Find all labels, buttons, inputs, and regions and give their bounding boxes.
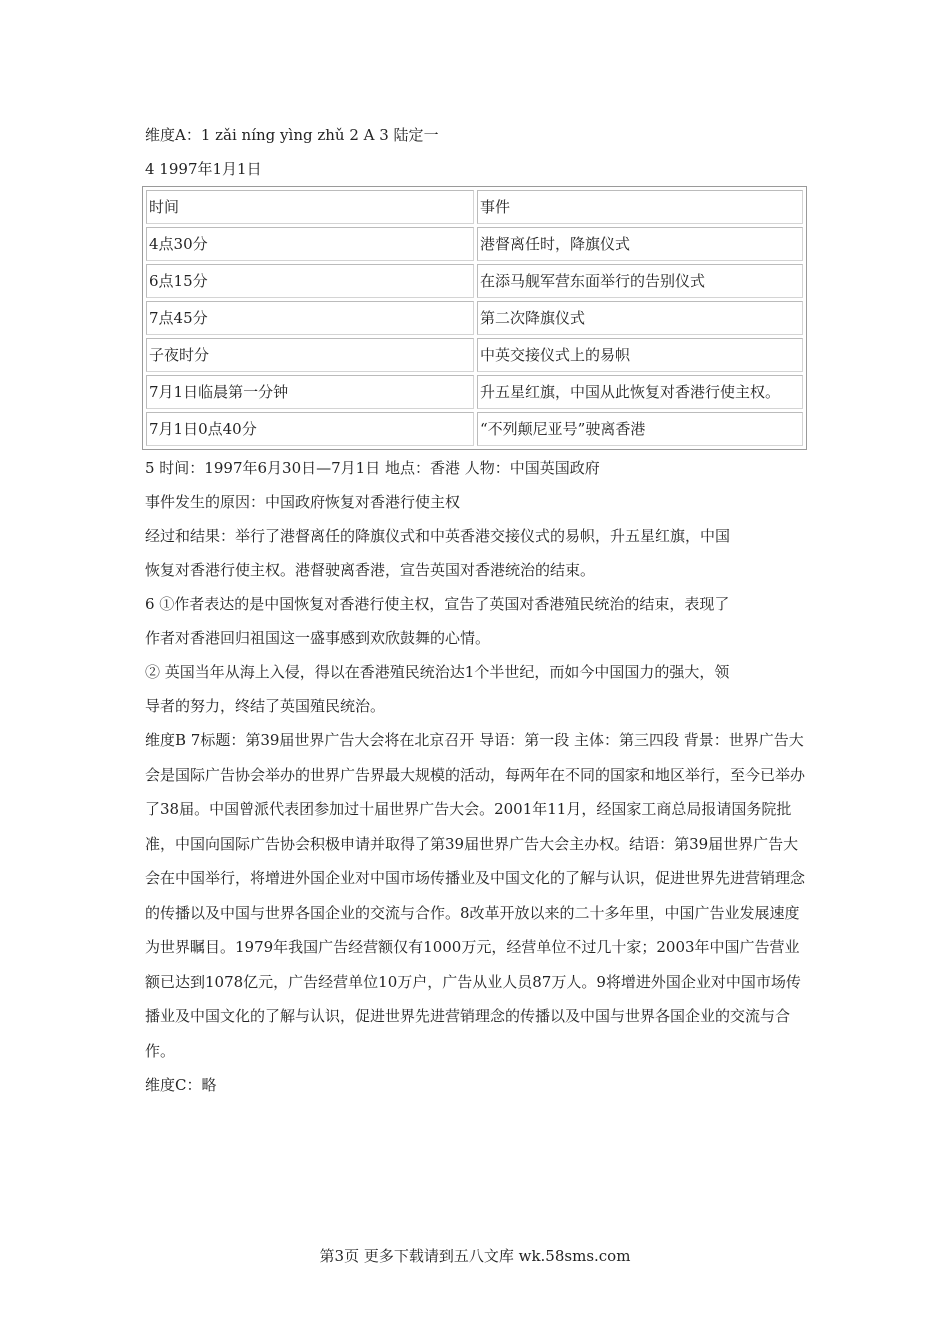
cell-time: 7点45分 (146, 301, 474, 335)
table-row (146, 412, 803, 446)
event-timeline-table (142, 186, 807, 450)
table-row (146, 375, 803, 409)
answer-6-point-1-line-2: 作者对香港回归祖国这一盛事感到欢欣鼓舞的心情。 (145, 629, 491, 647)
table-row (146, 264, 803, 298)
header-time: 时间 (146, 190, 474, 224)
event-cause: 事件发生的原因：中国政府恢复对香港行使主权 (145, 493, 461, 511)
cell-event: 在添马舰军营东面举行的告别仪式 (477, 264, 803, 298)
answer-5-summary: 5 时间：1997年6月30日—7月1日 地点：香港 人物：中国英国政府 (145, 459, 600, 477)
answer-6-point-2-line-2: 导者的努力，终结了英国殖民统治。 (145, 697, 386, 715)
process-and-result-line-1: 经过和结果：举行了港督离任的降旗仪式和中英香港交接仪式的易帜，升五星红旗，中国 (145, 527, 731, 545)
header-event: 事件 (477, 190, 803, 224)
table-row (146, 301, 803, 335)
dimension-a-answers: 维度A：1 zǎi níng yìng zhǔ 2 A 3 陆定一 (145, 126, 439, 144)
table-row (146, 338, 803, 372)
cell-time: 6点15分 (146, 264, 474, 298)
table-row (146, 227, 803, 261)
cell-time: 子夜时分 (146, 338, 474, 372)
document-body (145, 118, 810, 1102)
table-header-row (146, 190, 803, 224)
cell-event: “不列颠尼亚号”驶离香港 (477, 412, 803, 446)
dimension-b-paragraph: 维度B 7标题：第39届世界广告大会将在北京召开 导语：第一段 主体：第三四段 背景：世界广告大会是国际广告协会举办的世界广告界最大规模的活动，每两年在不同的国家和地区举行，至今已举办了38届。中国曾派代表团参加过十届世界广告大会。2001年11月，经国家工商总局报请国务院批准，中国向国际广告协会积极申请并取得了第39届世界广告大会主办权。结语：第39届世界广告大会在中国举行，将增进外国企业对中国市场传播业及中国文化的了解与认识，促进世界先进营销理念的传播以及中国与世界各国企业的交流与合作。8改革开放以来的二十多年里，中国广告业发展速度为世界瞩目。1979年我国广告经营额仅有1000万元，经营单位不过几十家；2003年中国广告营业额已达到1078亿元，广告经营单位10万户，广告从业人员87万人。9将增进外国企业对中国市场传播业及中国文化的了解与认识，促进世界先进营销理念的传播以及中国与世界各国企业的交流与合作。 (145, 731, 806, 1060)
process-and-result-line-2: 恢复对香港行使主权。港督驶离香港，宣告英国对香港统治的结束。 (145, 561, 596, 579)
answer-6-point-2-line-1: ② 英国当年从海上入侵，得以在香港殖民统治达1个半世纪，而如今中国国力的强大，领 (145, 663, 730, 681)
cell-event: 升五星红旗，中国从此恢复对香港行使主权。 (477, 375, 803, 409)
answer-4-date: 4 1997年1月1日 (145, 160, 262, 178)
cell-time: 7月1日临晨第一分钟 (146, 375, 474, 409)
cell-time: 4点30分 (146, 227, 474, 261)
dimension-c: 维度C：略 (145, 1076, 217, 1094)
page-footer: 第3页 更多下载请到五八文库 wk.58sms.com (319, 1247, 631, 1265)
cell-time: 7月1日0点40分 (146, 412, 474, 446)
cell-event: 港督离任时，降旗仪式 (477, 227, 803, 261)
cell-event: 中英交接仪式上的易帜 (477, 338, 803, 372)
answer-6-point-1-line-1: 6 ①作者表达的是中国恢复对香港行使主权，宣告了英国对香港殖民统治的结束，表现了 (145, 595, 730, 613)
cell-event: 第二次降旗仪式 (477, 301, 803, 335)
